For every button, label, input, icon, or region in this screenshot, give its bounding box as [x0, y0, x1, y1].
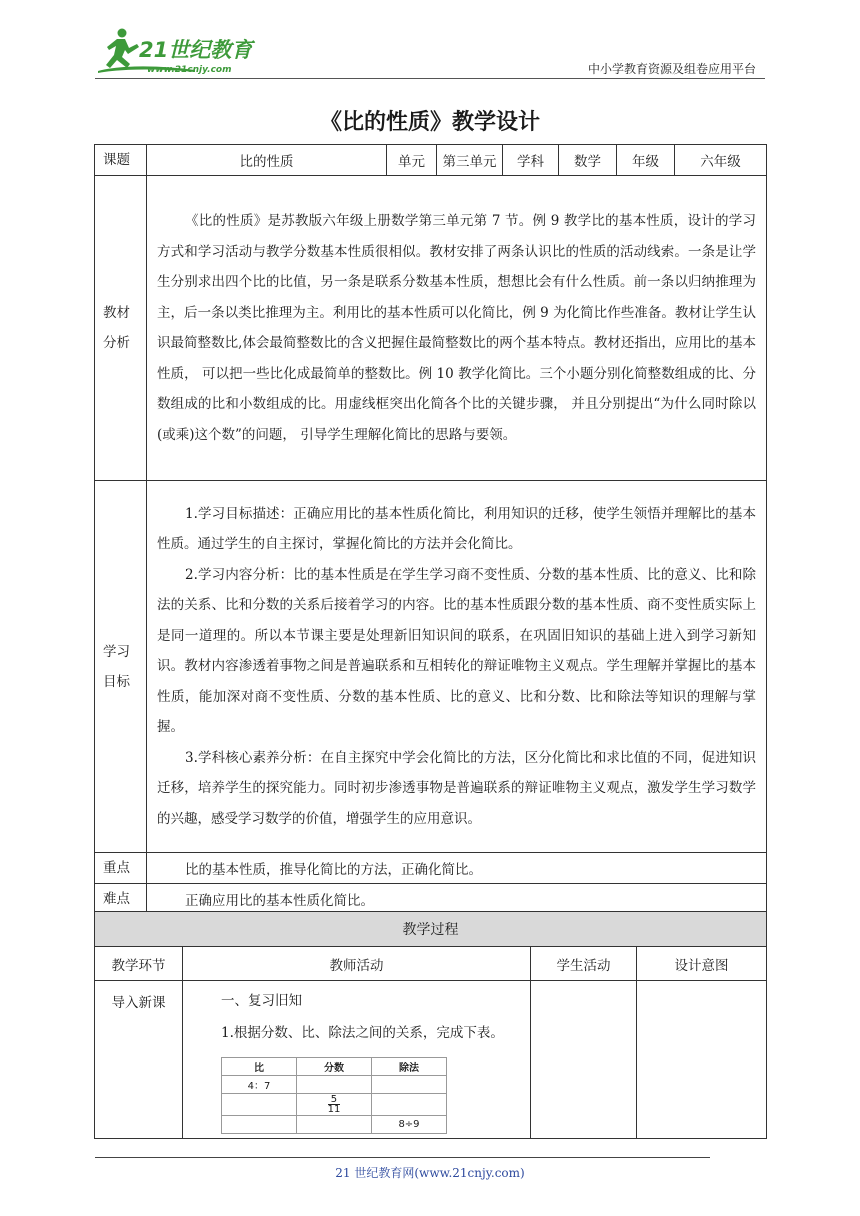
fraction-numerator: 5: [328, 1095, 341, 1105]
col-teacher: 教师活动: [183, 947, 531, 981]
analysis-label: 教材 分析: [95, 176, 147, 481]
fraction-denominator: 11: [327, 1103, 341, 1115]
subject-value: 数学: [559, 145, 617, 176]
unit-label: 单元: [387, 145, 437, 176]
mini-row-3: [222, 1116, 447, 1134]
goals-row: [95, 481, 767, 853]
logo-url: www.21cnjy.com: [147, 65, 232, 75]
analysis-text-cell: [147, 176, 767, 481]
logo: [95, 24, 265, 80]
footer-text: 21 世纪教育网(www.21cnjy.com): [335, 1166, 525, 1180]
review-instruction: 1.根据分数、比、除法之间的关系，完成下表。: [221, 1025, 504, 1041]
mini-empty-cell: [372, 1094, 447, 1116]
teaching-process-table: [94, 911, 767, 1139]
mini-header-row: [222, 1058, 447, 1076]
difficulty-text: 正确应用比的基本性质化简比。: [147, 884, 767, 915]
ratio-fraction-division-table: [221, 1057, 447, 1134]
difficulty-row: [95, 884, 767, 915]
goals-label: 学习 目标: [95, 481, 147, 853]
student-activity-intro: [531, 981, 637, 1139]
lesson-info-table: [94, 144, 767, 915]
mini-empty-cell: [222, 1116, 297, 1134]
key-point-row: [95, 853, 767, 884]
mini-fraction-cell: [297, 1094, 372, 1116]
goal-paragraph-1: 1.学习目标描述：正确应用比的基本性质化简比，利用知识的迁移，使学生领悟并理解比的基本性质。通过学生的自主探讨，掌握化简比的方法并会化简比。: [157, 505, 756, 553]
col-student: 学生活动: [531, 947, 637, 981]
col-stage: 教学环节: [95, 947, 183, 981]
design-intent-intro: [637, 981, 767, 1139]
info-row: [95, 145, 767, 176]
mini-empty-cell: [222, 1094, 297, 1116]
unit-value: 第三单元: [437, 145, 503, 176]
mini-header-ratio: 比: [222, 1058, 297, 1076]
col-intent: 设计意图: [637, 947, 767, 981]
mini-header-fraction: 分数: [297, 1058, 372, 1076]
mini-row-1: [222, 1076, 447, 1094]
analysis-text: 《比的性质》是苏教版六年级上册数学第三单元第 7 节。例 9 教学比的基本性质，设计的学习方式和学习活动与教学分数基本性质很相似。教材安排了两条认识比的性质的活动线索。一条是让学生分别求出四个比的比值，另一条是联系分数基本性质，想想比会有什么性质。前一条以归纳推理为主，后一条以类比推理为主。利用比的基本性质可以化简比，例 9 为化简比作些准备。教材让学生认识最简整数比,体会最简整数比的含义把握住最简整数比的两个基本特点。教材还指出，应用比的基本性质， 可以把一些比化成最简单的整数比。例 10 教学化简比。三个小题分别化简整数组成的比、分数组成的比和小数组成的比。用虚线框突出化简各个比的关键步骤， 并且分别提出“为什么同时除以(或乘)这个数”的问题， 引导学生理解化简比的思路与要领。: [157, 213, 756, 443]
mini-ratio-value: 4：7: [222, 1076, 297, 1094]
mini-empty-cell: [372, 1076, 447, 1094]
process-heading-row: [95, 912, 767, 947]
document-title: 《比的性质》教学设计: [319, 110, 540, 135]
logo-text: 21世纪教育: [139, 38, 253, 62]
mini-division-value: 8÷9: [372, 1116, 447, 1134]
grade-value: 六年级: [675, 145, 767, 176]
review-heading: 一、复习旧知: [221, 993, 302, 1009]
topic-label: 课题: [95, 145, 147, 176]
analysis-row: [95, 176, 767, 481]
key-point-label: 重点: [95, 853, 147, 884]
mini-empty-cell: [297, 1076, 372, 1094]
goal-paragraph-3: 3.学科核心素养分析：在自主探究中学会化简比的方法，区分化简比和求比值的不同，促进知识迁移，培养学生的探究能力。同时初步渗透事物是普遍联系的辩证唯物主义观点，激发学生学习数学的兴趣，感受学习数学的价值，增强学生的应用意识。: [157, 749, 756, 827]
subject-label: 学科: [503, 145, 559, 176]
goals-text-cell: [147, 481, 767, 853]
footer-divider: [95, 1157, 710, 1158]
difficulty-label: 难点: [95, 884, 147, 915]
grade-label: 年级: [617, 145, 675, 176]
page-header: [0, 0, 860, 80]
process-heading: 教学过程: [95, 912, 767, 947]
mini-row-2: [222, 1094, 447, 1116]
teacher-activity-intro: [183, 981, 531, 1139]
process-column-headers: [95, 947, 767, 981]
fraction: [328, 1095, 341, 1114]
mini-empty-cell: [297, 1116, 372, 1134]
mini-header-division: 除法: [372, 1058, 447, 1076]
process-row-intro: [95, 981, 767, 1139]
goal-paragraph-2: 2.学习内容分析：比的基本性质是在学生学习商不变性质、分数的基本性质、比的意义、比和除法的关系、比和分数的关系后接着学习的内容。比的基本性质跟分数的基本性质、商不变性质实际上是同一道理的。所以本节课主要是处理新旧知识间的联系，在巩固旧知识的基础上进入到学习新知识。教材内容渗透着事物之间是普遍联系和互相转化的辩证唯物主义观点。学生理解并掌握比的基本性质，能加深对商不变性质、分数的基本性质、比的意义、比和分数、比和除法等知识的理解与掌握。: [157, 566, 756, 736]
topic-value: 比的性质: [147, 145, 387, 176]
stage-intro: 导入新课: [95, 981, 183, 1139]
key-point-text: 比的基本性质，推导化简比的方法，正确化简比。: [147, 853, 767, 884]
platform-name: 中小学教育资源及组卷应用平台: [587, 62, 756, 76]
header-divider: [95, 78, 765, 79]
